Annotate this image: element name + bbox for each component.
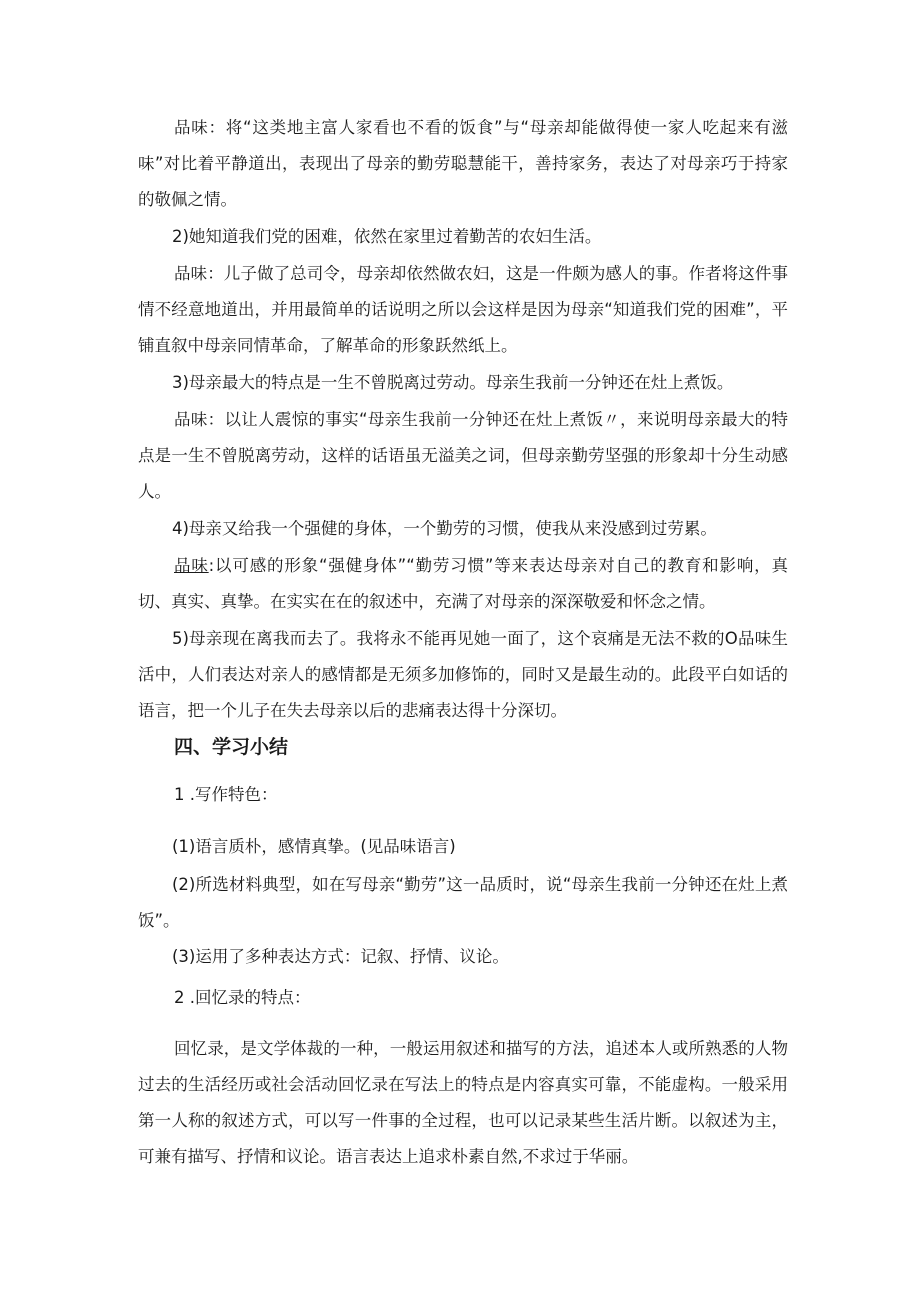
paragraph-analysis-4 [138,548,788,620]
feature-1: (1)语言质朴，感情真挚。(见品味语言) [172,837,456,856]
paragraph-analysis-2: 品味：儿子做了总司令，母亲却依然做农妇，这是一件颇为感人的事。作者将这件事情不经意地道出，并用最简单的话说明之所以会这样是因为母亲“知道我们党的困难”，平铺直叙中母亲同情革命，了解革命的形象跃然纸上。 [138,264,788,355]
quote-5: 5)母亲现在离我而去了。我将永不能再见她一面了，这个哀痛是无法不救的O品味生活中，人们表达对亲人的感情都是无须多加修饰的，同时又是最生动的。此段平白如话的语言，把一个儿子在失去母亲以后的悲痛表达得十分深切。 [138,629,788,720]
feature-2: (2)所选材料典型，如在写母亲“勤劳”这一品质时，说“母亲生我前一分钟还在灶上煮饭”。 [138,875,788,930]
quote-2: 2)她知道我们党的困难，依然在家里过着勤苦的农妇生活。 [172,227,602,246]
analysis-text: :以可感的形象“强健身体”“勤劳习惯”等来表达母亲对自己的教育和影响，真切、真实、真挚。在实实在在的叙述中，充满了对母亲的深深敬爱和怀念之情。 [138,556,788,611]
paragraph-analysis-1: 品味：将“这类地主富人家看也不看的饭食”与“母亲却能做得使一家人吃起来有滋味”对比着平静道出，表现出了母亲的勤劳聪慧能干，善持家务，表达了对母亲巧于持家的敬佩之情。 [138,118,788,209]
feature-3: (3)运用了多种表达方式：记叙、抒情、议论。 [172,947,509,966]
summary-item-2-title: 2 .回忆录的特点： [174,988,311,1007]
summary-item-1-title: 1 .写作特色： [174,785,278,804]
paragraph-analysis-3: 品味：以让人震惊的事实“母亲生我前一分钟还在灶上煮饭〃，来说明母亲最大的特点是一生不曾脱离劳动，这样的话语虽无溢美之词，但母亲勤劳坚强的形象却十分生动感人。 [138,410,788,501]
quote-4: 4)母亲又给我一个强健的身体，一个勤劳的习惯，使我从来没感到过劳累。 [172,519,717,538]
quote-3: 3)母亲最大的特点是一生不曾脱离过劳动。母亲生我前一分钟还在灶上煮饭。 [172,373,734,392]
memoir-paragraph: 回忆录，是文学体裁的一种，一般运用叙述和描写的方法，追述本人或所熟悉的人物过去的生活经历或社会活动回忆录在写法上的特点是内容真实可靠，不能虚构。一般采用第一人称的叙述方式，可以写一件事的全过程，也可以记录某些生活片断。以叙述为主，可兼有描写、抒情和议论。语言表达上追求朴素自然,不求过于华丽。 [138,1039,788,1166]
analysis-label: 品味 [174,556,209,575]
section-heading: 四、学习小结 [174,736,289,758]
